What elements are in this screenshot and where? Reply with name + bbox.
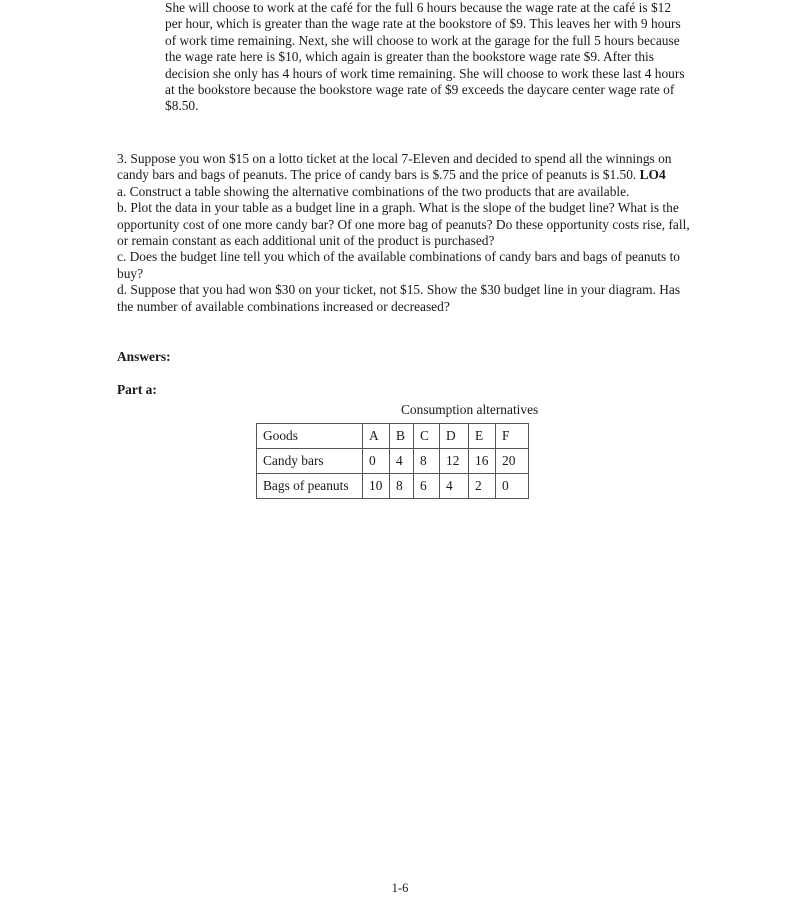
table-row-label: Candy bars	[257, 449, 363, 474]
question-part-d: d. Suppose that you had won $30 on your ticket, not $15. Show the $30 budget line in your diagram. Has the number of available combinations increased or decreased?	[117, 282, 681, 314]
table-cell: 20	[496, 449, 529, 474]
table-cell: 16	[469, 449, 496, 474]
table-row	[257, 449, 529, 474]
part-a-heading: Part a:	[117, 382, 157, 397]
continuation-paragraph	[165, 0, 687, 115]
table-header-cell: E	[469, 424, 496, 449]
question-part-b: b. Plot the data in your table as a budget line in a graph. What is the slope of the budget line? What is the opportunity cost of one more candy bar? Of one more bag of peanuts? Do these opportunity costs rise, fall, or remain constant as each additional unit of the product is purchased?	[117, 200, 690, 249]
table-caption: Consumption alternatives	[401, 402, 539, 417]
table-row	[257, 474, 529, 499]
table-cell: 10	[363, 474, 390, 499]
table-cell: 0	[363, 449, 390, 474]
table-cell: 8	[414, 449, 440, 474]
table-header-row	[257, 424, 529, 449]
table-cell: 8	[390, 474, 414, 499]
question-intro	[117, 151, 692, 184]
table-header-cell: C	[414, 424, 440, 449]
learning-objective: LO4	[639, 167, 666, 183]
question-3	[117, 151, 692, 315]
continuation-text: She will choose to work at the café for the full 6 hours because the wage rate at the café is $12 per hour, which is greater than the wage rate at the bookstore of $9. This leaves her with 9 hours of work time remaining. Next, she will choose to work at the garage for the full 5 hours because the wage rate here is $10, which again is greater than the bookstore wage rate $9. After this decision she only has 4 hours of work time remaining. She will choose to work these last 4 hours at the bookstore because the bookstore wage rate of $9 exceeds the daycare center wage rate of $8.50.	[165, 0, 685, 114]
table-header-cell: D	[440, 424, 469, 449]
table-cell: 4	[390, 449, 414, 474]
table-cell: 0	[496, 474, 529, 499]
consumption-alternatives-table	[256, 423, 529, 499]
table-row-label: Bags of peanuts	[257, 474, 363, 499]
table-cell: 2	[469, 474, 496, 499]
table-cell: 4	[440, 474, 469, 499]
answers-heading: Answers:	[117, 349, 171, 364]
table-header-goods: Goods	[257, 424, 363, 449]
question-part-a: a. Construct a table showing the alternative combinations of the two products that are available.	[117, 183, 630, 199]
page-number: 1-6	[391, 881, 409, 895]
table-cell: 12	[440, 449, 469, 474]
question-part-c: c. Does the budget line tell you which of the available combinations of candy bars and bags of peanuts to buy?	[117, 249, 680, 281]
table-header-cell: A	[363, 424, 390, 449]
table-header-cell: F	[496, 424, 529, 449]
question-intro-text: 3. Suppose you won $15 on a lotto ticket at the local 7-Eleven and decided to spend all the winnings on candy bars and bags of peanuts. The price of candy bars is $.75 and the price of peanuts is $1.50.	[117, 151, 672, 183]
table-cell: 6	[414, 474, 440, 499]
table-header-cell: B	[390, 424, 414, 449]
